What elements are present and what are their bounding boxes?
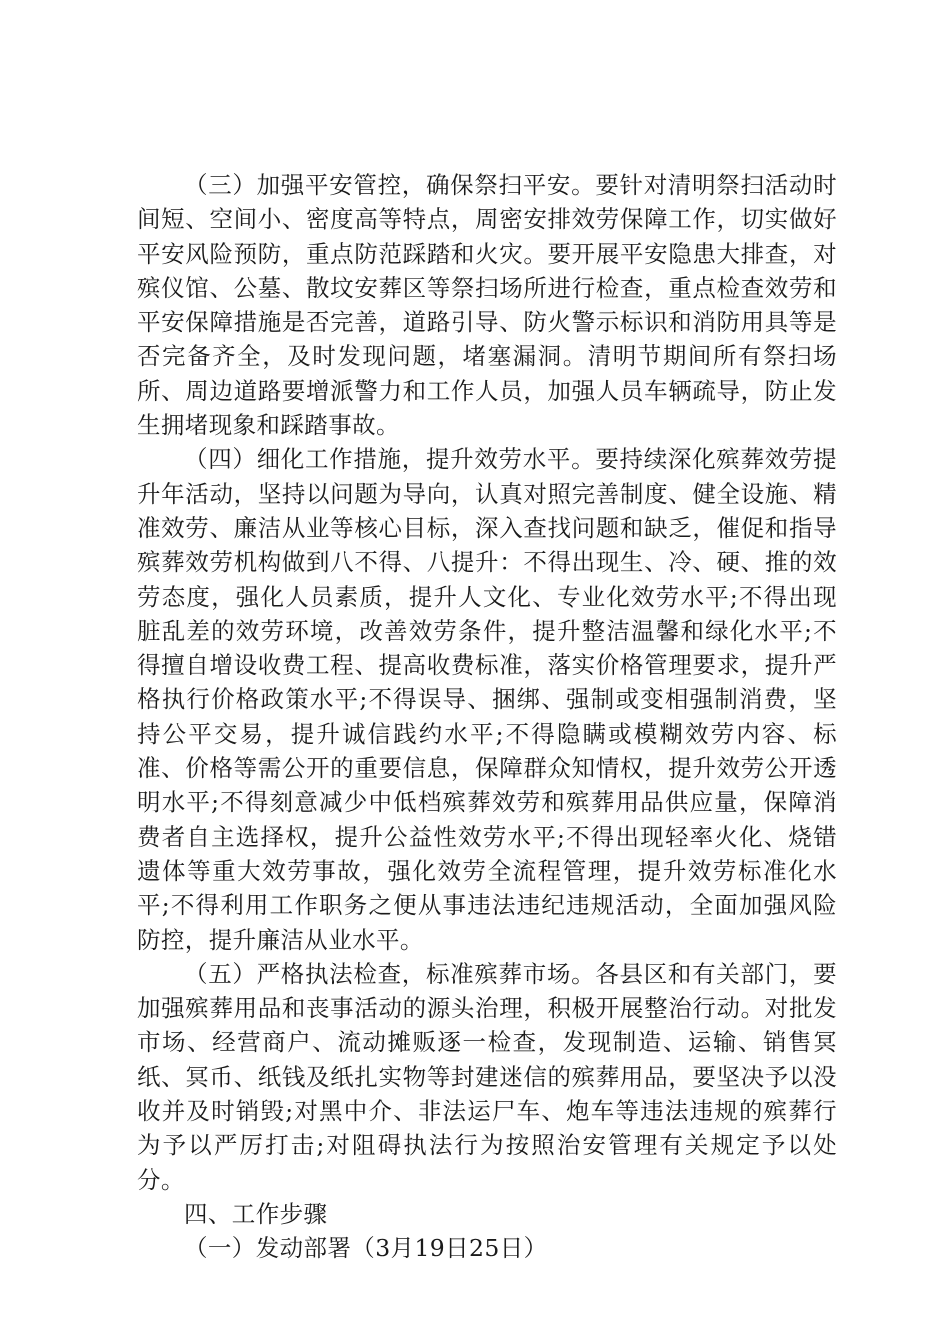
paragraph-law-enforcement: （五）严格执法检查，标准殡葬市场。各县区和有关部门，要加强殡葬用品和丧事活动的源头治理，积极开展整治行动。对批发市场、经营商户、流动摊贩逐一检查，发现制造、运输、销售冥纸、冥币、纸钱及纸扎实物等封建迷信的殡葬用品，要坚决予以没收并及时销毁;对黑中介、非法运尸车、炮车等违法违规的殡葬行为予以严厉打击;对阻碍执法行为按照治安管理有关规定予以处分。 bbox=[137, 959, 837, 1194]
document-body bbox=[137, 168, 837, 1266]
paragraph-service-measures: （四）细化工作措施，提升效劳水平。要持续深化殡葬效劳提升年活动，坚持以问题为导向，认真对照完善制度、健全设施、精准效劳、廉洁从业等核心目标，深入查找问题和缺乏，催促和指导殡葬效劳机构做到八不得、八提升：不得出现生、冷、硬、推的效劳态度，强化人员素质，提升人文化、专业化效劳水平;不得出现脏乱差的效劳环境，改善效劳条件，提升整洁温馨和绿化水平;不得擅自增设收费工程、提高收费标准，落实价格管理要求，提升严格执行价格政策水平;不得误导、捆绑、强制或变相强制消费，坚持公平交易，提升诚信践约水平;不得隐瞒或模糊效劳内容、标准、价格等需公开的重要信息，保障群众知情权，提升效劳公开透明水平;不得刻意减少中低档殡葬效劳和殡葬用品供应量，保障消费者自主选择权，提升公益性效劳水平;不得出现轻率火化、烧错遗体等重大效劳事故，强化效劳全流程管理，提升效劳标准化水平;不得利用工作职务之便从事违法违纪违规活动，全面加强风险防控，提升廉洁从业水平。 bbox=[137, 445, 837, 954]
sub-heading-mobilization: （一）发动部署（3月19日25日） bbox=[184, 1234, 548, 1263]
paragraph-safety-control: （三）加强平安管控，确保祭扫平安。要针对清明祭扫活动时间短、空间小、密度高等特点，周密安排效劳保障工作，切实做好平安风险预防，重点防范踩踏和火灾。要开展平安隐患大排查，对殡仪馆、公墓、散坟安葬区等祭扫场所进行检查，重点检查效劳和平安保障措施是否完善，道路引导、防火警示标识和消防用具等是否完备齐全，及时发现问题，堵塞漏洞。清明节期间所有祭扫场所、周边道路要增派警力和工作人员，加强人员车辆疏导，防止发生拥堵现象和踩踏事故。 bbox=[137, 171, 837, 440]
section-heading-work-steps: 四、工作步骤 bbox=[184, 1199, 328, 1228]
